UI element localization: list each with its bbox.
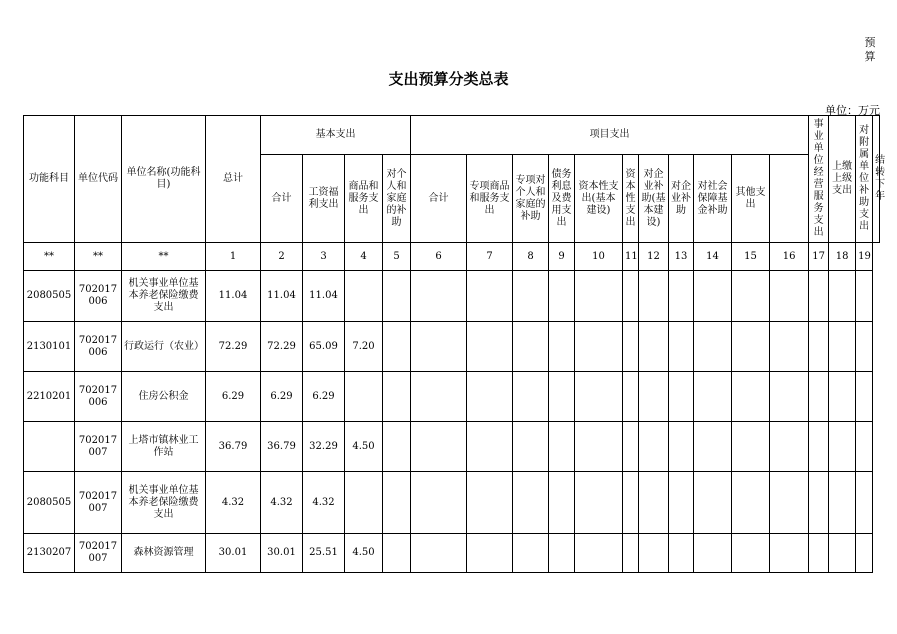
cell-func-subject: 2130207 (24, 534, 75, 573)
index-cell: 9 (549, 243, 575, 271)
empty-cell (694, 534, 732, 573)
cell-total: 36.79 (206, 422, 261, 472)
index-cell: 18 (829, 243, 856, 271)
empty-cell (732, 422, 770, 472)
empty-cell (383, 271, 411, 322)
cell-unit-name: 森林资源管理 (122, 534, 206, 573)
empty-cell (694, 271, 732, 322)
empty-cell (829, 271, 856, 322)
index-cell: 11 (623, 243, 639, 271)
cell-total: 11.04 (206, 271, 261, 322)
empty-cell (770, 372, 809, 422)
header-subsidiary: 对附属单位补助支出 (856, 116, 873, 243)
cell-goods (345, 372, 383, 422)
index-cell: ** (122, 243, 206, 271)
page-title: 支出预算分类总表 (388, 70, 509, 88)
cell-unit-code: 702017006 (75, 372, 122, 422)
empty-cell (694, 322, 732, 372)
empty-cell (639, 372, 669, 422)
empty-cell (669, 322, 694, 372)
cell-goods (345, 271, 383, 322)
index-cell: 4 (345, 243, 383, 271)
empty-cell (669, 372, 694, 422)
index-cell: 8 (513, 243, 549, 271)
cell-func-subject: 2130101 (24, 322, 75, 372)
cell-salary: 11.04 (303, 271, 345, 322)
empty-cell (549, 322, 575, 372)
header-capital: 资本性支出 (623, 155, 639, 243)
empty-cell (575, 271, 623, 322)
cell-goods: 4.50 (345, 534, 383, 573)
empty-cell (694, 372, 732, 422)
empty-cell (549, 372, 575, 422)
cell-basic-sum: 30.01 (261, 534, 303, 573)
cell-salary: 32.29 (303, 422, 345, 472)
empty-cell (770, 271, 809, 322)
header-basic-group: 基本支出 (261, 116, 411, 155)
empty-cell (809, 534, 829, 573)
empty-cell (770, 322, 809, 372)
index-cell: 1 (206, 243, 261, 271)
empty-cell (513, 472, 549, 534)
empty-cell (623, 372, 639, 422)
cell-salary: 65.09 (303, 322, 345, 372)
cell-unit-name: 住房公积金 (122, 372, 206, 422)
header-social: 对社会保障基金补助 (694, 155, 732, 243)
empty-cell (856, 322, 873, 372)
header-salary: 工资福利支出 (303, 155, 345, 243)
empty-cell (411, 271, 467, 322)
index-cell: 15 (732, 243, 770, 271)
empty-cell (623, 472, 639, 534)
table-row (24, 271, 880, 322)
empty-cell (732, 271, 770, 322)
empty-cell (383, 322, 411, 372)
cell-goods: 7.20 (345, 322, 383, 372)
empty-cell (383, 372, 411, 422)
empty-cell (467, 322, 513, 372)
empty-cell (809, 271, 829, 322)
empty-cell (549, 271, 575, 322)
empty-cell (467, 372, 513, 422)
empty-cell (669, 422, 694, 472)
index-row (24, 243, 880, 271)
header-special-personal: 专项对个人和家庭的补助 (513, 155, 549, 243)
empty-cell (732, 472, 770, 534)
header-debt: 债务利息及费用支出 (549, 155, 575, 243)
index-cell: ** (24, 243, 75, 271)
empty-cell (856, 534, 873, 573)
index-cell: 14 (694, 243, 732, 271)
header-enterprise: 对企业补助 (669, 155, 694, 243)
empty-cell (856, 422, 873, 472)
cell-func-subject: 2080505 (24, 472, 75, 534)
empty-cell (549, 534, 575, 573)
cell-goods: 4.50 (345, 422, 383, 472)
cell-unit-name: 机关事业单位基本养老保险缴费支出 (122, 271, 206, 322)
index-cell: 6 (411, 243, 467, 271)
empty-cell (513, 534, 549, 573)
empty-cell (575, 322, 623, 372)
index-cell: 17 (809, 243, 829, 271)
empty-cell (549, 472, 575, 534)
empty-cell (411, 534, 467, 573)
header-total: 总计 (206, 116, 261, 243)
empty-cell (467, 271, 513, 322)
cell-basic-sum: 6.29 (261, 372, 303, 422)
empty-cell (639, 322, 669, 372)
empty-cell (467, 472, 513, 534)
empty-cell (829, 534, 856, 573)
empty-cell (467, 422, 513, 472)
empty-cell (411, 322, 467, 372)
cell-salary: 4.32 (303, 472, 345, 534)
empty-cell (669, 472, 694, 534)
index-cell: 7 (467, 243, 513, 271)
empty-cell (513, 422, 549, 472)
header-other: 其他支出 (732, 155, 770, 243)
header-basic-sum: 合计 (261, 155, 303, 243)
empty-cell (829, 372, 856, 422)
cell-goods (345, 472, 383, 534)
header-unit-name: 单位名称(功能科目) (122, 116, 206, 243)
table-row (24, 472, 880, 534)
empty-cell (829, 322, 856, 372)
empty-cell (513, 372, 549, 422)
cell-basic-sum: 36.79 (261, 422, 303, 472)
empty-cell (856, 271, 873, 322)
empty-cell (411, 422, 467, 472)
empty-cell (623, 322, 639, 372)
cell-total: 6.29 (206, 372, 261, 422)
empty-cell (411, 372, 467, 422)
cell-func-subject (24, 422, 75, 472)
empty-cell (856, 472, 873, 534)
header-func-subject: 功能科目 (24, 116, 75, 243)
cell-func-subject: 2080505 (24, 271, 75, 322)
table-row (24, 534, 880, 573)
index-cell: 10 (575, 243, 623, 271)
empty-cell (639, 534, 669, 573)
index-cell: 12 (639, 243, 669, 271)
empty-cell (623, 271, 639, 322)
unit-label: 单位：万元 (825, 104, 880, 117)
empty-cell (575, 372, 623, 422)
empty-cell (770, 472, 809, 534)
empty-cell (383, 472, 411, 534)
empty-cell (639, 422, 669, 472)
table-row (24, 372, 880, 422)
corner-note: 预算 (864, 36, 876, 63)
cell-basic-sum: 72.29 (261, 322, 303, 372)
empty-cell (411, 472, 467, 534)
cell-total: 30.01 (206, 534, 261, 573)
empty-cell (732, 322, 770, 372)
empty-cell (383, 534, 411, 573)
empty-cell (770, 534, 809, 573)
empty-cell (809, 322, 829, 372)
header-unit-code: 单位代码 (75, 116, 122, 243)
table-row (24, 322, 880, 372)
empty-cell (639, 472, 669, 534)
index-cell: 13 (669, 243, 694, 271)
empty-cell (694, 472, 732, 534)
cell-salary: 6.29 (303, 372, 345, 422)
empty-cell (732, 372, 770, 422)
cell-salary: 25.51 (303, 534, 345, 573)
header-carry: 结转下年 (873, 116, 880, 243)
index-cell: 3 (303, 243, 345, 271)
empty-cell (513, 322, 549, 372)
table-row (24, 422, 880, 472)
cell-total: 4.32 (206, 472, 261, 534)
empty-cell (829, 472, 856, 534)
header-project-sum: 合计 (411, 155, 467, 243)
empty-cell (639, 271, 669, 322)
cell-unit-name: 机关事业单位基本养老保险缴费支出 (122, 472, 206, 534)
cell-unit-code: 702017006 (75, 271, 122, 322)
header-project-group: 项目支出 (411, 116, 809, 155)
cell-unit-code: 702017007 (75, 534, 122, 573)
empty-cell (383, 422, 411, 472)
expenditure-table (23, 115, 886, 573)
header-special-goods: 专项商品和服务支出 (467, 155, 513, 243)
empty-cell (575, 472, 623, 534)
empty-cell (809, 472, 829, 534)
cell-total: 72.29 (206, 322, 261, 372)
empty-cell (809, 372, 829, 422)
empty-cell (809, 422, 829, 472)
header-operating: 事业单位经营服务支出 (809, 116, 829, 243)
cell-unit-code: 702017007 (75, 472, 122, 534)
cell-unit-code: 702017006 (75, 322, 122, 372)
empty-cell (623, 534, 639, 573)
empty-cell (732, 534, 770, 573)
header-higher: 上缴上级支出 (829, 116, 856, 243)
empty-cell (575, 534, 623, 573)
index-cell: 16 (770, 243, 809, 271)
header-enterprise-basic: 对企业补助(基本建设) (639, 155, 669, 243)
cell-func-subject: 2210201 (24, 372, 75, 422)
index-cell: 5 (383, 243, 411, 271)
empty-cell (669, 271, 694, 322)
empty-cell (829, 422, 856, 472)
index-cell: ** (75, 243, 122, 271)
empty-cell (575, 422, 623, 472)
empty-cell (623, 422, 639, 472)
cell-basic-sum: 11.04 (261, 271, 303, 322)
header-personal: 对个人和家庭的补助 (383, 155, 411, 243)
index-cell: 2 (261, 243, 303, 271)
header-goods: 商品和服务支出 (345, 155, 383, 243)
cell-unit-name: 上塔市镇林业工作站 (122, 422, 206, 472)
empty-cell (467, 534, 513, 573)
cell-unit-code: 702017007 (75, 422, 122, 472)
cell-unit-name: 行政运行（农业） (122, 322, 206, 372)
empty-cell (513, 271, 549, 322)
empty-cell (669, 534, 694, 573)
empty-cell (549, 422, 575, 472)
header-capital-basic: 资本性支出(基本建设) (575, 155, 623, 243)
index-cell: 19 (856, 243, 873, 271)
empty-cell (770, 422, 809, 472)
cell-basic-sum: 4.32 (261, 472, 303, 534)
empty-cell (694, 422, 732, 472)
empty-cell (856, 372, 873, 422)
